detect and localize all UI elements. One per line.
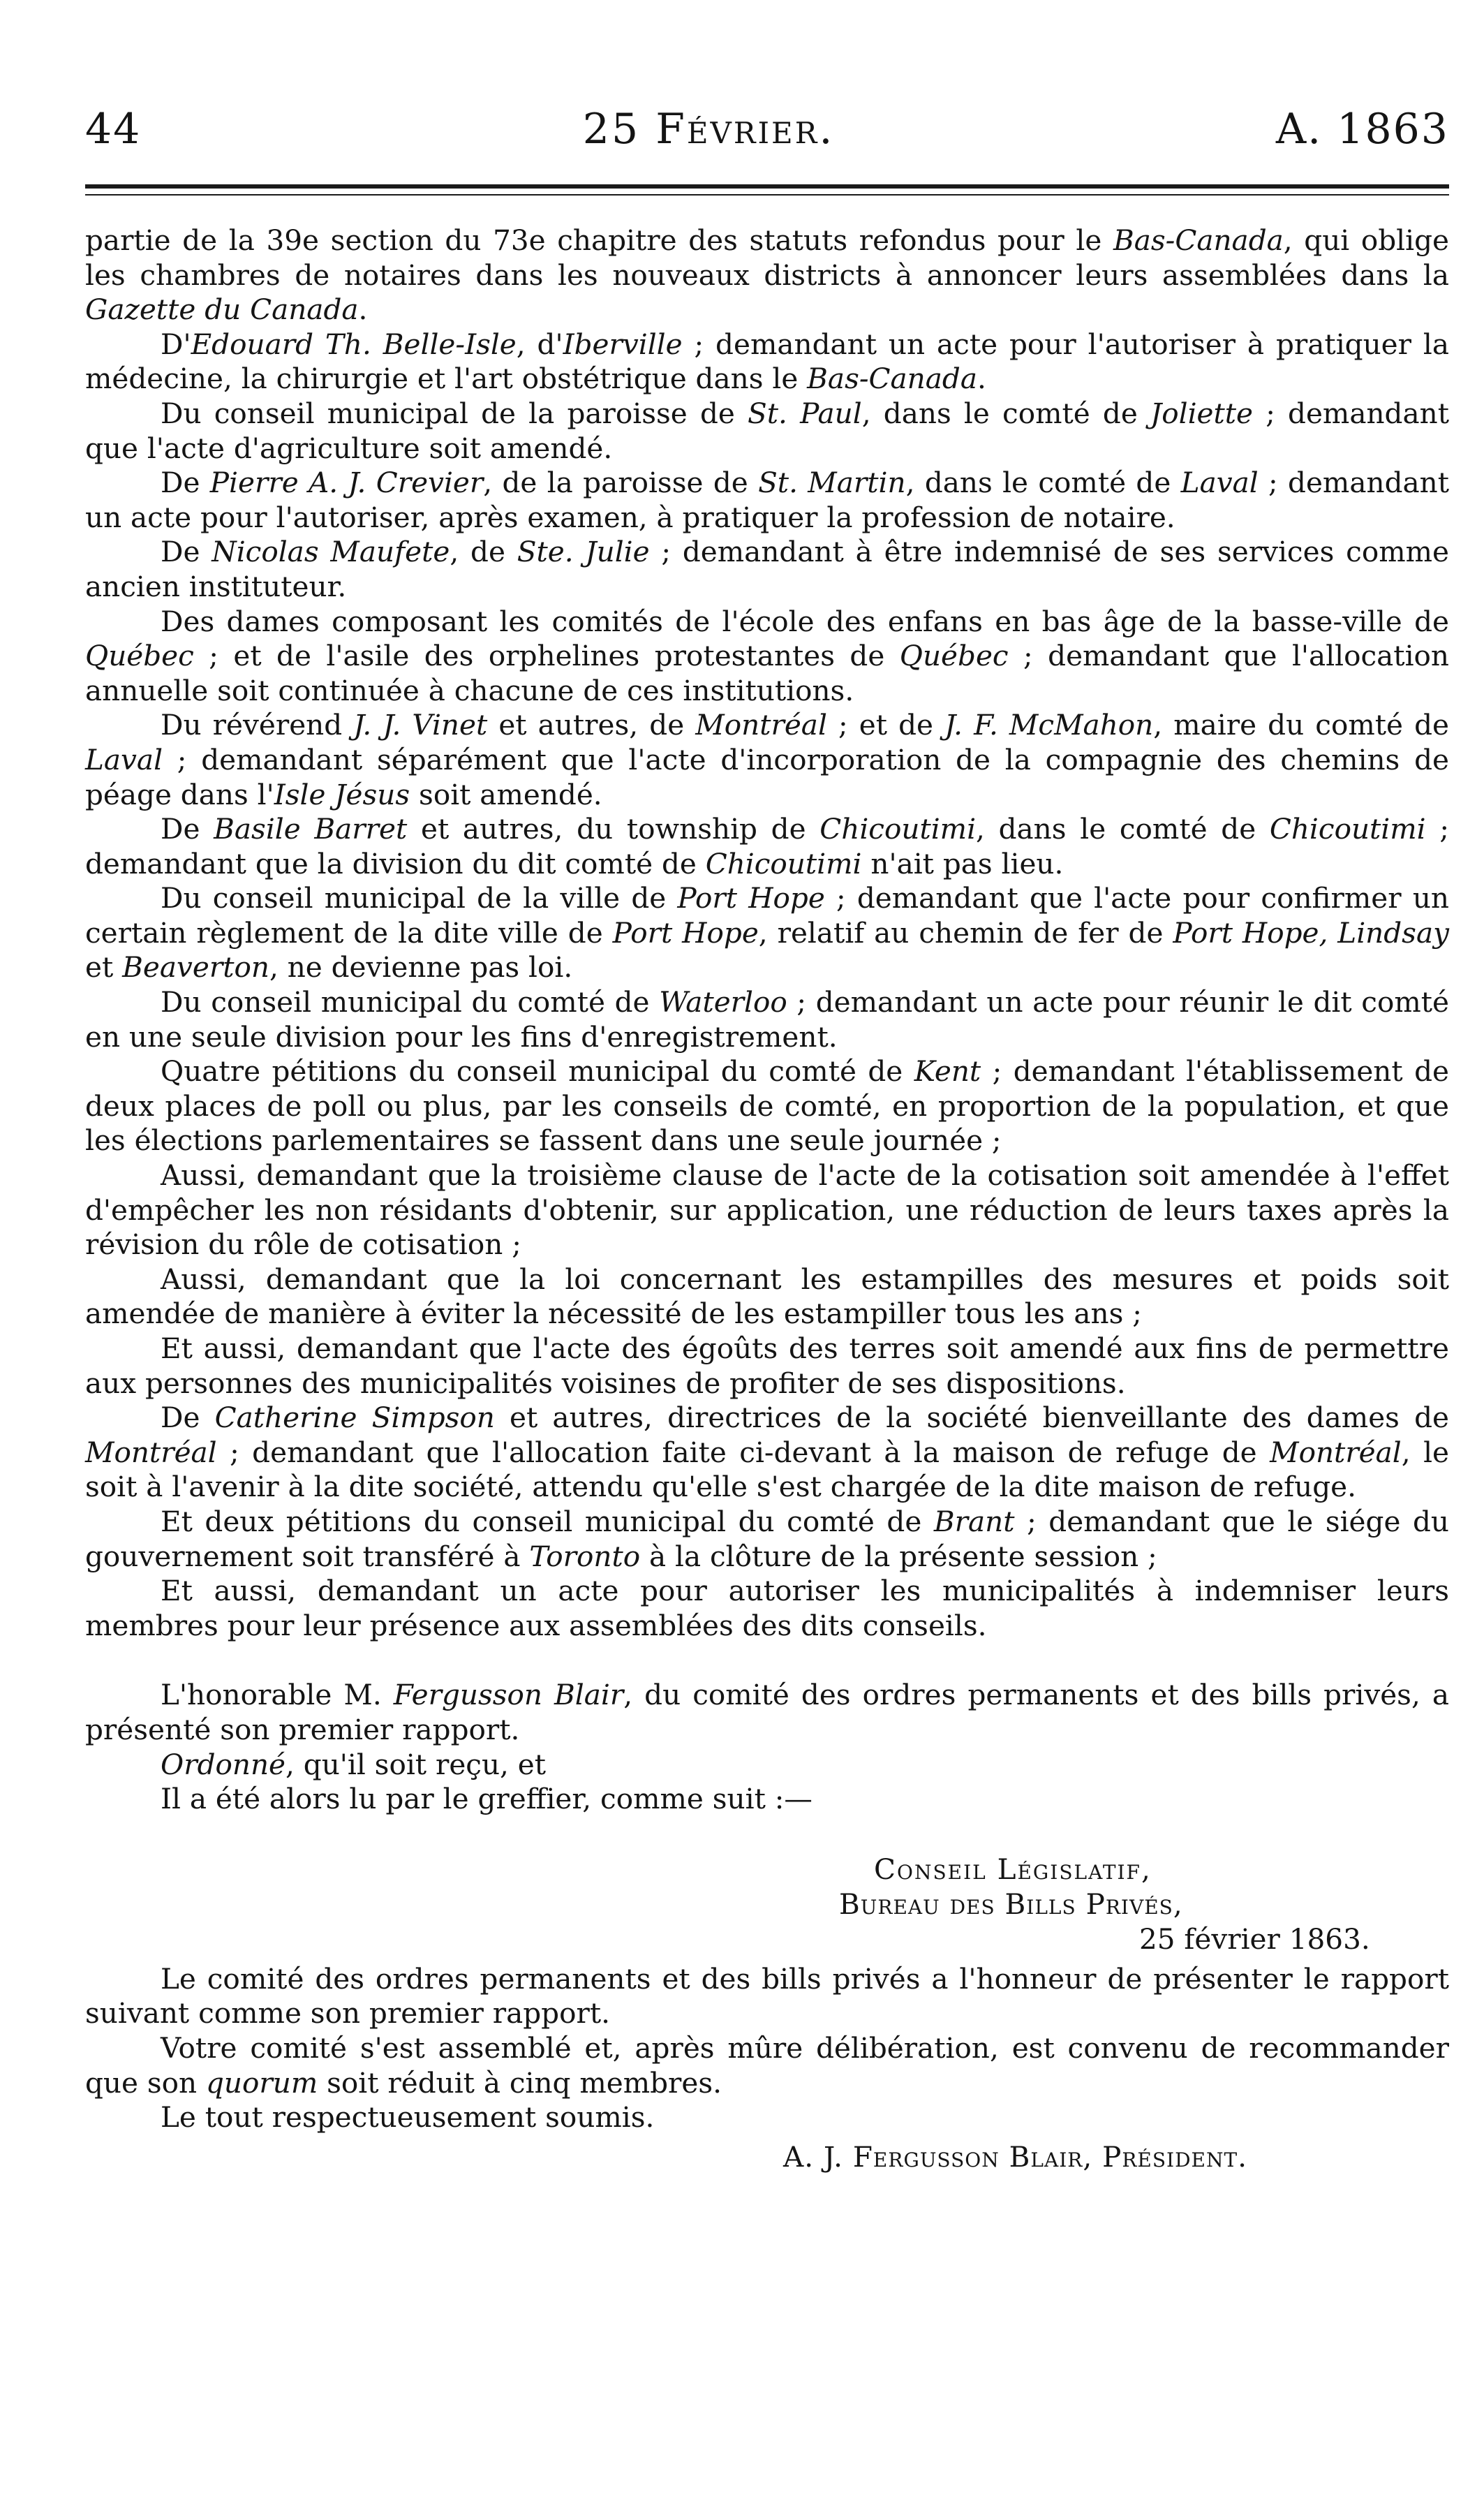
italic-text: Pierre A. J. Crevier [209, 466, 484, 500]
text-run: ; demandant que le siége du gouvernement soit transféré à [85, 1504, 1449, 1573]
text-run: et [85, 950, 123, 985]
italic-text: Kent [914, 1054, 981, 1089]
italic-text: Laval [85, 742, 163, 776]
header-year: A. 1863 [1275, 105, 1449, 154]
report-presentation [85, 1678, 1449, 1816]
report-heading-council: Conseil Législatif, [874, 1852, 1152, 1886]
petition-paragraph [85, 1574, 1449, 1643]
text-run: , d' [516, 327, 563, 361]
header-date: 25 Février. [582, 105, 835, 154]
text-run: Quatre pétitions du conseil municipal du comté de [161, 1054, 914, 1089]
text-run: , de la paroisse de [483, 466, 759, 500]
text-run: et autres, du township de [407, 812, 820, 846]
italic-text: Laval [1180, 466, 1259, 500]
italic-text: Catherine Simpson [214, 1401, 495, 1435]
petition-paragraph [85, 1401, 1449, 1505]
page-header [85, 105, 1449, 154]
italic-text: Beaverton [122, 950, 269, 985]
italic-text: Nicolas Maufete [212, 535, 450, 569]
text-run: ; et de [826, 708, 945, 742]
text-run: Du conseil municipal de la ville de [161, 881, 678, 915]
text-run: , de [450, 535, 517, 569]
italic-text: J. J. Vinet [353, 708, 488, 742]
header-rule-thick [85, 184, 1449, 189]
report-paragraph [85, 1962, 1449, 2031]
italic-text: Port Hope [677, 881, 825, 915]
italic-text: Québec [899, 639, 1009, 673]
text-run: ; demandant que l'allocation faite ci-devant à la maison de refuge de [216, 1435, 1270, 1469]
paragraph-continued [85, 223, 1449, 327]
italic-text: Gazette du Canada [85, 293, 359, 327]
text-run: De [161, 1401, 215, 1435]
petition-paragraph [85, 535, 1449, 604]
text-run: Du conseil municipal de la paroisse de [161, 396, 748, 430]
text-run: , qui oblige les chambres de notaires dans les nouveaux districts à annoncer leurs assemblées dans la [85, 223, 1449, 292]
report-paragraph [85, 2100, 1449, 2135]
text-run: soit réduit à cinq membres. [318, 2065, 722, 2100]
report-heading-date: 25 février 1863. [1139, 1922, 1370, 1956]
text-run: , dans le comté de [861, 396, 1150, 430]
text-run: Et deux pétitions du conseil municipal du comté de [161, 1504, 934, 1538]
petition-paragraph [85, 1262, 1449, 1332]
text-run: Du révérend [161, 708, 354, 742]
text-run: ; demandant à être indemnisé de ses services comme ancien instituteur. [85, 535, 1450, 603]
italic-text: Iberville [563, 327, 683, 361]
text-run: ; demandant un acte pour l'autoriser, après examen, à pratiquer la profession de notaire. [85, 466, 1449, 534]
italic-text: Joliette [1150, 396, 1254, 430]
text-run: ; demandant séparément que l'acte d'incorporation de la compagnie des chemins de péage dans l' [85, 742, 1449, 811]
text-run: , ne devienne pas loi. [269, 950, 573, 985]
italic-text: Ste. Julie [517, 535, 650, 569]
italic-text: St. Martin [758, 466, 906, 500]
petition-paragraph [85, 812, 1449, 881]
italic-text: J. F. McMahon [944, 708, 1154, 742]
text-run: Aussi, demandant que la troisième clause de l'acte de la cotisation soit amendée à l'effet d'empêcher les non résidants d'obtenir, sur application, une réduction de leurs taxes après la révision du rôle de cotisation ; [85, 1158, 1449, 1262]
text-run: Il a été alors lu par le greffier, comme suit :— [161, 1782, 813, 1816]
text-run: De [161, 466, 210, 500]
signature: A. J. Fergusson Blair, Président. [783, 2139, 1248, 2174]
text-run: ; demandant que l'allocation annuelle soit continuée à chacune de ces institutions. [85, 639, 1450, 707]
text-run: à la clôture de la présente session ; [640, 1539, 1157, 1573]
italic-text: Montréal [85, 1435, 217, 1469]
text-run: Votre comité s'est assemblé et, après mûre délibération, est convenu de recommander que son [85, 2030, 1449, 2100]
text-run: Et aussi, demandant un acte pour autoriser les municipalités à indemniser leurs membres pour leur présence aux assemblées des dits conseils. [85, 1574, 1449, 1642]
italic-text: Fergusson Blair [393, 1678, 624, 1712]
italic-text: Chicoutimi [1269, 812, 1426, 846]
text-run: Aussi, demandant que la loi concernant les estampilles des mesures et poids soit amendée de manière à éviter la nécessité de les estampiller tous les ans ; [85, 1262, 1449, 1331]
italic-text: Basile Barret [214, 812, 408, 846]
text-run: ; demandant un acte pour réunir le dit comté en une seule division pour les fins d'enregistrement. [85, 985, 1449, 1054]
text-run: De [161, 535, 212, 569]
italic-text: Bas-Canada [807, 362, 977, 396]
text-run: et autres, de [487, 708, 696, 742]
italic-text: Port Hope, Lindsay [1173, 915, 1449, 950]
italic-text: Bas-Canada [1113, 223, 1284, 257]
petition-paragraph [85, 605, 1449, 709]
text-run: Et aussi, demandant que l'acte des égoûts des terres soit amendé aux fins de permettre aux personnes des municipalités voisines de profiter de ses dispositions. [85, 1332, 1449, 1400]
italic-text: Chicoutimi [819, 812, 977, 846]
petition-paragraph [85, 397, 1449, 466]
text-run: , dans le comté de [905, 466, 1181, 500]
header-rule-thin [85, 194, 1449, 196]
text-run: . [358, 293, 368, 327]
italic-text: Montréal [1270, 1435, 1402, 1469]
report-paragraph [85, 1782, 1449, 1817]
petition-paragraph [85, 1332, 1449, 1401]
text-run: De [161, 812, 214, 846]
text-run: Des dames composant les comités de l'école des enfans en bas âge de la basse-ville de [161, 604, 1449, 638]
italic-text: Québec [85, 639, 194, 673]
report-body [85, 1962, 1449, 2135]
petition-paragraph [85, 1054, 1449, 1158]
text-run: ; demandant un acte pour l'autoriser à pratiquer la médecine, la chirurgie et l'art obstétrique dans le [85, 327, 1449, 396]
text-run: ; demandant l'établissement de deux places de poll ou plus, par les conseils de comté, en proportion de la population, et que les élections parlementaires se fassent dans une seule journée ; [85, 1054, 1449, 1158]
text-run: Le comité des ordres permanents et des bills privés a l'honneur de présenter le rapport suivant comme son premier rapport. [85, 1961, 1449, 2030]
italic-text: Chicoutimi [705, 846, 862, 880]
text-run: Du conseil municipal du comté de [161, 985, 660, 1019]
text-run: ; demandant que la division du dit comté de [85, 812, 1449, 880]
italic-text: Brant [933, 1504, 1015, 1538]
text-run: D' [161, 327, 191, 361]
header-rule [85, 184, 1449, 196]
italic-text: Port Hope [612, 915, 759, 950]
text-run: ; demandant que l'acte d'agriculture soit amendé. [85, 396, 1449, 465]
report-paragraph [85, 1748, 1449, 1783]
petition-paragraph [85, 708, 1449, 812]
text-run: n'ait pas lieu. [861, 846, 1064, 880]
page-number: 44 [85, 105, 142, 154]
report-heading-bureau: Bureau des Bills Privés, [839, 1887, 1183, 1921]
report-paragraph [85, 1678, 1449, 1747]
text-run: partie de la 39e section du 73e chapitre des statuts refondus pour le [85, 223, 1113, 257]
text-run: , relatif au chemin de fer de [758, 915, 1173, 950]
text-run: . [977, 362, 986, 396]
italic-text: St. Paul [748, 396, 862, 430]
italic-text: Edouard Th. Belle-Isle [191, 327, 517, 361]
text-run: , le soit à l'avenir à la dite société, attendu qu'elle s'est chargée de la dite maison de refuge. [85, 1435, 1449, 1504]
text-run: et autres, directrices de la société bienveillante des dames de [494, 1401, 1449, 1435]
petition-paragraph [85, 1158, 1449, 1262]
report-heading [85, 1852, 1449, 1956]
text-run: , dans le comté de [976, 812, 1270, 846]
petitions-text [85, 223, 1449, 1643]
text-run: L'honorable M. [161, 1678, 394, 1712]
text-run: ; et de l'asile des orphelines protestantes de [193, 639, 900, 673]
petition-paragraph [85, 1505, 1449, 1574]
italic-text: Montréal [695, 708, 827, 742]
italic-text: quorum [205, 2065, 318, 2100]
italic-text: Toronto [529, 1539, 641, 1573]
petition-paragraph [85, 466, 1449, 535]
italic-text: Waterloo [659, 985, 787, 1019]
text-run: ; demandant que l'acte pour confirmer un certain règlement de la dite ville de [85, 881, 1449, 950]
text-run: Le tout respectueusement soumis. [161, 2100, 655, 2135]
petition-paragraph [85, 985, 1449, 1054]
report-paragraph [85, 2031, 1449, 2100]
italic-text: Ordonné [161, 1747, 286, 1781]
text-run: , du comité des ordres permanents et des bills privés, a présenté son premier rapport. [85, 1678, 1450, 1746]
text-run: , maire du comté de [1153, 708, 1449, 742]
text-run: soit amendé. [410, 777, 602, 811]
italic-text: Isle Jésus [274, 777, 410, 811]
text-run: , qu'il soit reçu, et [285, 1747, 547, 1781]
petition-paragraph [85, 327, 1449, 397]
petition-paragraph [85, 881, 1449, 985]
